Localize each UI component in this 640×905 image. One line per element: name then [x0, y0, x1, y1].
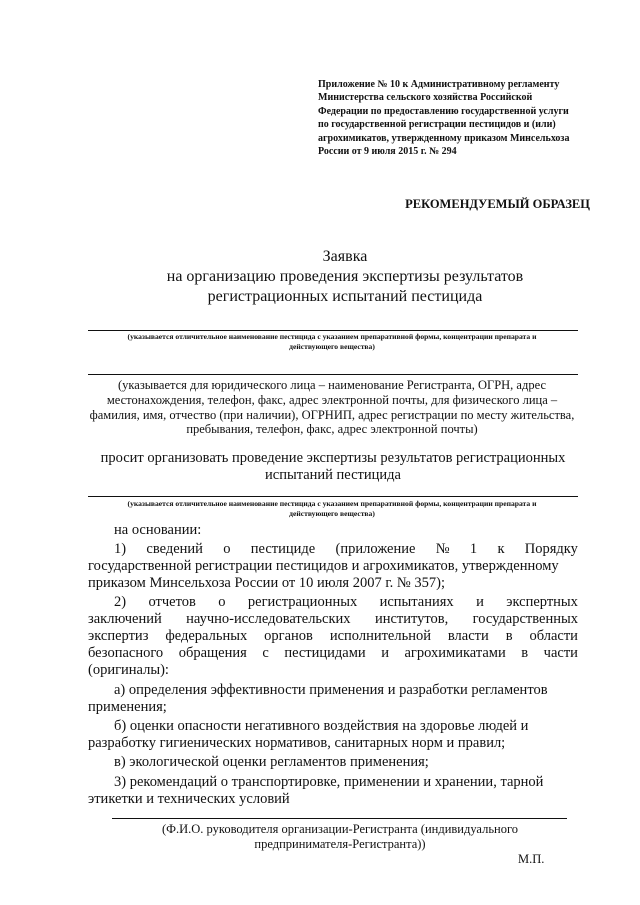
- basis-item-2: [88, 594, 578, 679]
- word: 1: [469, 541, 478, 557]
- hint-line: действующего вещества): [289, 509, 375, 518]
- basis-item-3: [88, 774, 578, 808]
- word: власти: [447, 628, 489, 644]
- word: Порядку: [524, 541, 578, 557]
- basis-item-2-line-1: [88, 594, 578, 611]
- word: в: [521, 645, 529, 661]
- word: исполнительной: [329, 628, 431, 644]
- registrant-hint: [82, 378, 582, 437]
- word: регистрационных: [247, 594, 358, 610]
- appendix-reference: [318, 78, 580, 158]
- hint-line: действующего вещества): [289, 342, 375, 351]
- appendix-line: Федерации по предоставлению государственной услуги: [318, 105, 569, 117]
- basis-item-2-line-5: (оригиналы):: [88, 662, 169, 678]
- word: испытаниях: [379, 594, 454, 610]
- hint-line: фамилия, имя, отчество (при наличии), ОГРНИП, адрес регистрации по месту жительства,: [89, 407, 575, 422]
- word: с: [262, 645, 269, 661]
- word: органов: [264, 628, 313, 644]
- basis-item-1-line-1: [88, 541, 578, 558]
- word: сведений: [146, 541, 203, 557]
- stamp-place-label: М.П.: [518, 852, 545, 866]
- registrant-field-line: [88, 374, 578, 375]
- word: экспертиз: [88, 628, 149, 644]
- basis-intro: на основании:: [114, 522, 202, 538]
- basis-item-1-line-2: государственной регистрации пестицидов и агрохимикатов, утвержденному: [88, 558, 559, 574]
- basis-item-1-line-3: приказом Минсельхоза России от 10 июля 2007 г. № 357);: [88, 575, 445, 591]
- appendix-line: по государственной регистрации пестицидов и (или): [318, 119, 556, 131]
- word: к: [497, 541, 505, 557]
- hint-line: предпринимателя-Регистранта)): [254, 837, 426, 851]
- signature-field-line: [112, 818, 567, 819]
- word: и: [381, 645, 389, 661]
- basis-sub-b: [88, 718, 578, 752]
- basis-item-2-line-2: [88, 611, 578, 628]
- word: агрохимикатами: [404, 645, 506, 661]
- sub-a-line-1: а) определения эффективности применения и разработки регламентов: [114, 682, 548, 698]
- word: обращения: [178, 645, 247, 661]
- word: институтов,: [374, 611, 449, 627]
- word: 1): [114, 541, 127, 557]
- recommended-sample-label: РЕКОМЕНДУЕМЫЙ ОБРАЗЕЦ: [405, 197, 590, 211]
- document-title: [120, 247, 570, 307]
- word: пестицидами: [284, 645, 366, 661]
- word: научно-исследовательских: [186, 611, 351, 627]
- request-line: просит организовать проведение экспертизы результатов регистрационных: [100, 450, 566, 466]
- appendix-line: Министерства сельского хозяйства Российской: [318, 92, 533, 104]
- basis-sub-c: в) экологической оценки регламентов применения;: [114, 754, 429, 770]
- title-line-1: Заявка: [322, 248, 368, 265]
- basis-section: [88, 522, 578, 808]
- word: отчетов: [148, 594, 196, 610]
- word: области: [529, 628, 578, 644]
- word: федеральных: [165, 628, 248, 644]
- sub-a-line-2: применения;: [88, 699, 167, 715]
- hint-line: (Ф.И.О. руководителя организации-Регистранта (индивидуального: [161, 822, 519, 836]
- basis-item-2-line-3: [88, 628, 578, 645]
- word: 2): [114, 594, 127, 610]
- basis-item-3-line-1: 3) рекомендаций о транспортировке, применении и хранении, тарной: [114, 774, 544, 790]
- pesticide-name-hint: [82, 332, 582, 352]
- word: (приложение: [335, 541, 416, 557]
- pesticide-name-field-line: [88, 330, 578, 331]
- hint-line: местонахождения, телефон, факс, адрес электронной почты, для физического лица –: [106, 392, 558, 407]
- request-line: испытаний пестицида: [265, 467, 401, 483]
- hint-line: (указывается отличительное наименование пестицида с указанием препаративной формы, концентрации препарата и: [127, 332, 537, 341]
- hint-line: пребывания, телефон, факс, адрес электронной почты): [186, 422, 478, 437]
- word: части: [543, 645, 578, 661]
- word: государственных: [472, 611, 578, 627]
- word: о: [218, 594, 226, 610]
- basis-item-1: [88, 541, 578, 592]
- appendix-line: Приложение № 10 к Административному регламенту: [318, 79, 560, 90]
- hint-line: (указывается отличительное наименование пестицида с указанием препаративной формы, концентрации препарата и: [127, 499, 537, 508]
- word: в: [505, 628, 513, 644]
- title-line-2: на организацию проведения экспертизы результатов: [166, 268, 524, 285]
- word: заключений: [88, 611, 162, 627]
- pesticide-name-field-line-2: [88, 496, 578, 497]
- appendix-line: России от 9 июля 2015 г. № 294: [318, 146, 457, 158]
- appendix-line: агрохимикатов, утвержденному приказом Минсельхоза: [318, 132, 570, 144]
- word: и: [476, 594, 484, 610]
- pesticide-name-hint-2: [82, 499, 582, 519]
- request-text: [88, 450, 578, 484]
- basis-item-3-line-2: этикетки и технических условий: [88, 791, 290, 807]
- word: о: [223, 541, 231, 557]
- word: экспертных: [506, 594, 578, 610]
- word: безопасного: [88, 645, 164, 661]
- hint-line: (указывается для юридического лица – наименование Регистранта, ОГРН, адрес: [117, 378, 546, 392]
- signature-hint: [140, 822, 540, 852]
- word: пестициде: [250, 541, 316, 557]
- word: №: [435, 541, 450, 557]
- basis-item-2-line-4: [88, 645, 578, 662]
- sub-b-line-1: б) оценки опасности негативного воздействия на здоровье людей и: [114, 718, 529, 734]
- basis-sub-a: [88, 682, 578, 716]
- sub-b-line-2: разработку гигиенических нормативов, санитарных норм и правил;: [88, 735, 506, 751]
- title-line-3: регистрационных испытаний пестицида: [207, 288, 483, 305]
